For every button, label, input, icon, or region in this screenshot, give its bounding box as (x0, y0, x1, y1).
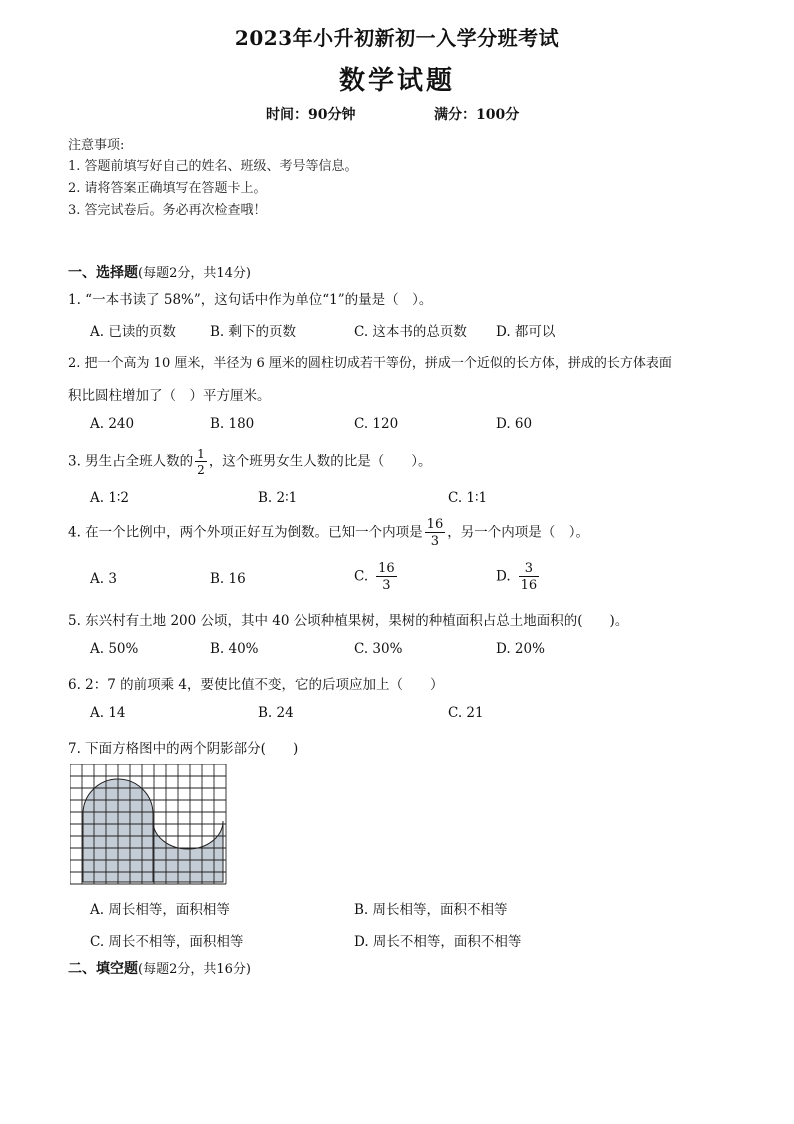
section-2-heading (68, 958, 251, 978)
q4-option-d (496, 562, 541, 592)
q7-option-d: D. 周长不相等，面积不相等 (354, 934, 522, 950)
q4-optd-den: 16 (520, 578, 538, 593)
q4-frac-num: 16 (426, 517, 444, 532)
q6-option-b: B. 24 (258, 705, 294, 721)
section-1-meta: (每题2分，共14分) (138, 266, 251, 281)
exam-subtitle: 数学试题 (338, 66, 455, 96)
q3-fraction (195, 448, 207, 476)
exam-score: 满分：100分 (434, 107, 520, 123)
question-6: 6. 2：7 的前项乘 4，要使比值不变，它的后项应加上（ ） (68, 677, 444, 693)
q2-option-a: A. 240 (90, 416, 135, 432)
q4-option-c (354, 562, 399, 592)
q4-optd-num: 3 (519, 562, 540, 577)
q2-option-d: D. 60 (496, 416, 533, 432)
question-5: 5. 东兴村有土地 200 公顷，其中 40 公顷种植果树，果树的种植面积占总土地面积的( )。 (68, 613, 629, 629)
q3-option-b: B. 2∶1 (258, 490, 298, 506)
note-item-2: 2. 请将答案正确填写在答题卡上。 (68, 181, 267, 196)
question-7: 7. 下面方格图中的两个阴影部分( ) (68, 741, 299, 757)
grid-figure (70, 764, 230, 888)
q4-option-a: A. 3 (90, 571, 117, 587)
q5-option-a: A. 50% (90, 641, 139, 657)
q4-option-d-fraction (519, 562, 540, 592)
q5-option-c: C. 30% (354, 641, 403, 657)
q6-option-c: C. 21 (448, 705, 484, 721)
notes-heading: 注意事项: (68, 138, 125, 153)
note-item-3: 3. 答完试卷后。务必再次检查哦！ (68, 203, 267, 218)
q6-option-a: A. 14 (90, 705, 126, 721)
q2-option-c: C. 120 (354, 416, 399, 432)
q4-fraction (425, 518, 446, 548)
question-4 (68, 518, 589, 548)
q4-option-c-label: C. (354, 568, 369, 585)
q1-option-d: D. 都可以 (496, 324, 556, 340)
section-1-title: 一、选择题 (68, 265, 138, 281)
q4-optc-den: 3 (382, 578, 391, 593)
note-item-1: 1. 答题前填写好自己的姓名、班级、考号等信息。 (68, 159, 358, 174)
q3-text-after: ，这个班男女生人数的比是（ ）。 (208, 453, 432, 470)
question-2-line-1: 2. 把一个高为 10 厘米，半径为 6 厘米的圆柱切成若干等份，拼成一个近似的长方体，拼成的长方体表面 (68, 356, 672, 371)
q1-option-c: C. 这本书的总页数 (354, 324, 467, 340)
q1-option-b: B. 剩下的页数 (210, 324, 297, 340)
exam-title: 2023年小升初新初一入学分班考试 (234, 26, 560, 50)
question-3 (68, 448, 432, 476)
q3-frac-num: 1 (197, 447, 205, 461)
q3-option-a: A. 1∶2 (90, 490, 130, 506)
q4-frac-den: 3 (430, 534, 440, 549)
q1-option-a: A. 已读的页数 (90, 324, 176, 340)
q4-option-b: B. 16 (210, 571, 246, 587)
section-1-heading (68, 262, 251, 282)
q5-option-d: D. 20% (496, 641, 545, 657)
q3-option-c: C. 1∶1 (448, 490, 488, 506)
q4-option-c-fraction (376, 562, 397, 592)
section-2-title: 二、填空题 (68, 961, 138, 977)
q4-text-after: ，另一个内项是（ ）。 (447, 524, 589, 541)
q7-option-a: A. 周长相等，面积相等 (90, 902, 230, 918)
q3-frac-den: 2 (197, 463, 205, 477)
q5-option-b: B. 40% (210, 641, 259, 657)
q4-option-d-label: D. (496, 568, 511, 585)
shaded-shape-right (153, 821, 223, 882)
q7-option-b: B. 周长相等，面积不相等 (354, 902, 508, 918)
q2-option-b: B. 180 (210, 416, 255, 432)
q7-option-c: C. 周长不相等，面积相等 (90, 934, 244, 950)
section-2-meta: (每题2分，共16分) (138, 962, 251, 977)
question-1: 1. “一本书读了 58%”，这句话中作为单位“1”的量是（ ）。 (68, 292, 433, 308)
q4-text-before: 4. 在一个比例中，两个外项正好互为倒数。已知一个内项是 (68, 524, 423, 541)
question-2-line-2: 积比圆柱增加了（ ）平方厘米。 (68, 388, 271, 404)
q3-text-before: 3. 男生占全班人数的 (68, 453, 194, 470)
exam-time: 时间：90分钟 (266, 107, 356, 123)
q4-optc-num: 16 (378, 561, 395, 576)
